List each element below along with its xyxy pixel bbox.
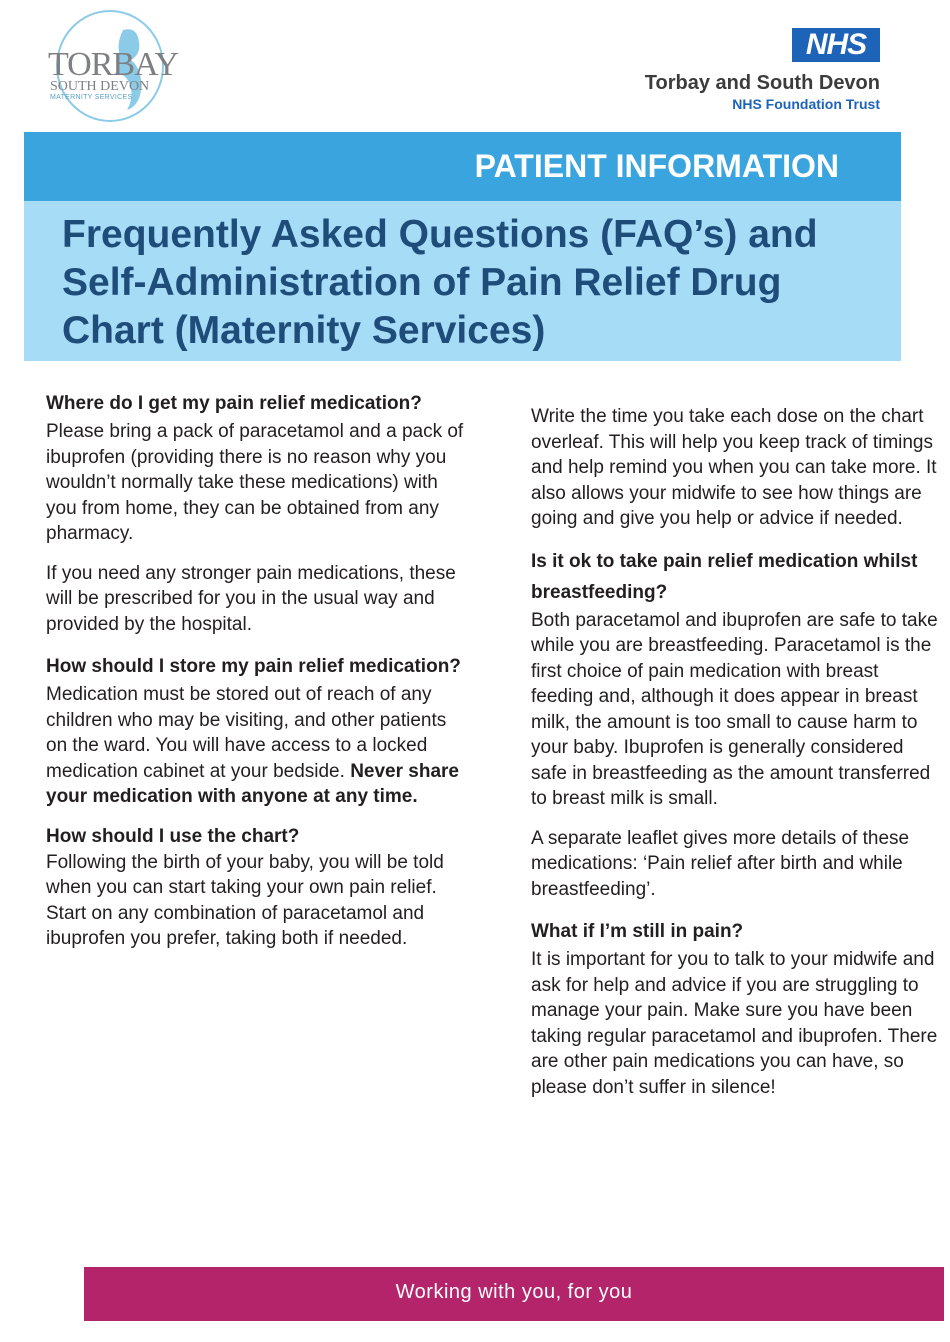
answer-text: It is important for you to talk to your midwife and ask for help and advice if you are struggling to manage your pain. Make sure you have been taking regular paracetamol and ibuprofen. There are other pain medications you can have, so please don’t suffer in silence! — [531, 949, 938, 1098]
question-heading: Where do I get my pain relief medication? — [46, 393, 422, 414]
question-heading: What if I’m still in pain? — [531, 921, 744, 942]
answer-text: Following the birth of your baby, you will be told when you can start taking your own pain relief. Start on any combination of paracetamol and ibuprofen you prefer, taking both if needed. — [46, 851, 444, 949]
footer-bar — [84, 1267, 944, 1321]
question-heading: Is it ok to take pain relief medication whilst breastfeeding? — [531, 550, 918, 603]
right-column — [531, 404, 943, 1110]
answer-text: Write the time you take each dose on the chart overleaf. This will help you keep track of timings and help remind you when you can take more. It also allows your midwife to see how things are going and give you help or advice if needed. — [531, 406, 937, 529]
question-heading: How should I store my pain relief medication? — [46, 656, 461, 677]
logo-subtitle: SOUTH DEVON — [50, 79, 150, 94]
answer-text: If you need any stronger pain medications, these will be prescribed for you in the usual way and provided by the hospital. — [46, 562, 456, 635]
maternity-logo — [28, 10, 188, 130]
title-banner — [24, 201, 901, 361]
footer-tagline: Working with you, for you — [395, 1281, 633, 1303]
logo-wordmark: TORBAY — [48, 46, 179, 83]
left-column — [46, 388, 466, 962]
trust-subtitle: NHS Foundation Trust — [732, 96, 880, 112]
answer-text — [46, 682, 466, 810]
logo-tagline: MATERNITY SERVICES — [50, 94, 133, 101]
patient-information-banner — [24, 132, 901, 201]
answer-text: Both paracetamol and ibuprofen are safe to take while you are breastfeeding. Paracetamol is the first choice of pain medication with breast feeding and, although it does appear in breast milk, the amount is too small to cause harm to your baby. Ibuprofen is generally considered safe in breastfeeding as the amount transferred to breast milk is small. — [531, 609, 938, 809]
answer-text: Please bring a pack of paracetamol and a pack of ibuprofen (providing there is no reason why you wouldn’t normally take these medications) with you from home, they can be obtained from any pharmacy. — [46, 421, 464, 544]
trust-name: Torbay and South Devon — [644, 72, 880, 94]
warning-text: Never share your medication with anyone at any time. — [46, 760, 459, 807]
nhs-logo: NHS — [792, 28, 880, 62]
question-heading: How should I use the chart? — [46, 825, 300, 847]
answer-text: A separate leaflet gives more details of these medications: ‘Pain relief after birth and while breastfeeding’. — [531, 827, 910, 900]
page-title: Frequently Asked Questions (FAQ’s) and Self-Administration of Pain Relief Drug Chart (Maternity Services) — [62, 213, 818, 352]
banner-label: PATIENT INFORMATION — [474, 148, 839, 184]
answer-text-part: Medication must be stored out of reach of any children who may be visiting, and other patients on the ward. You will have access to a locked medication cabinet at your bedside. — [46, 684, 447, 782]
